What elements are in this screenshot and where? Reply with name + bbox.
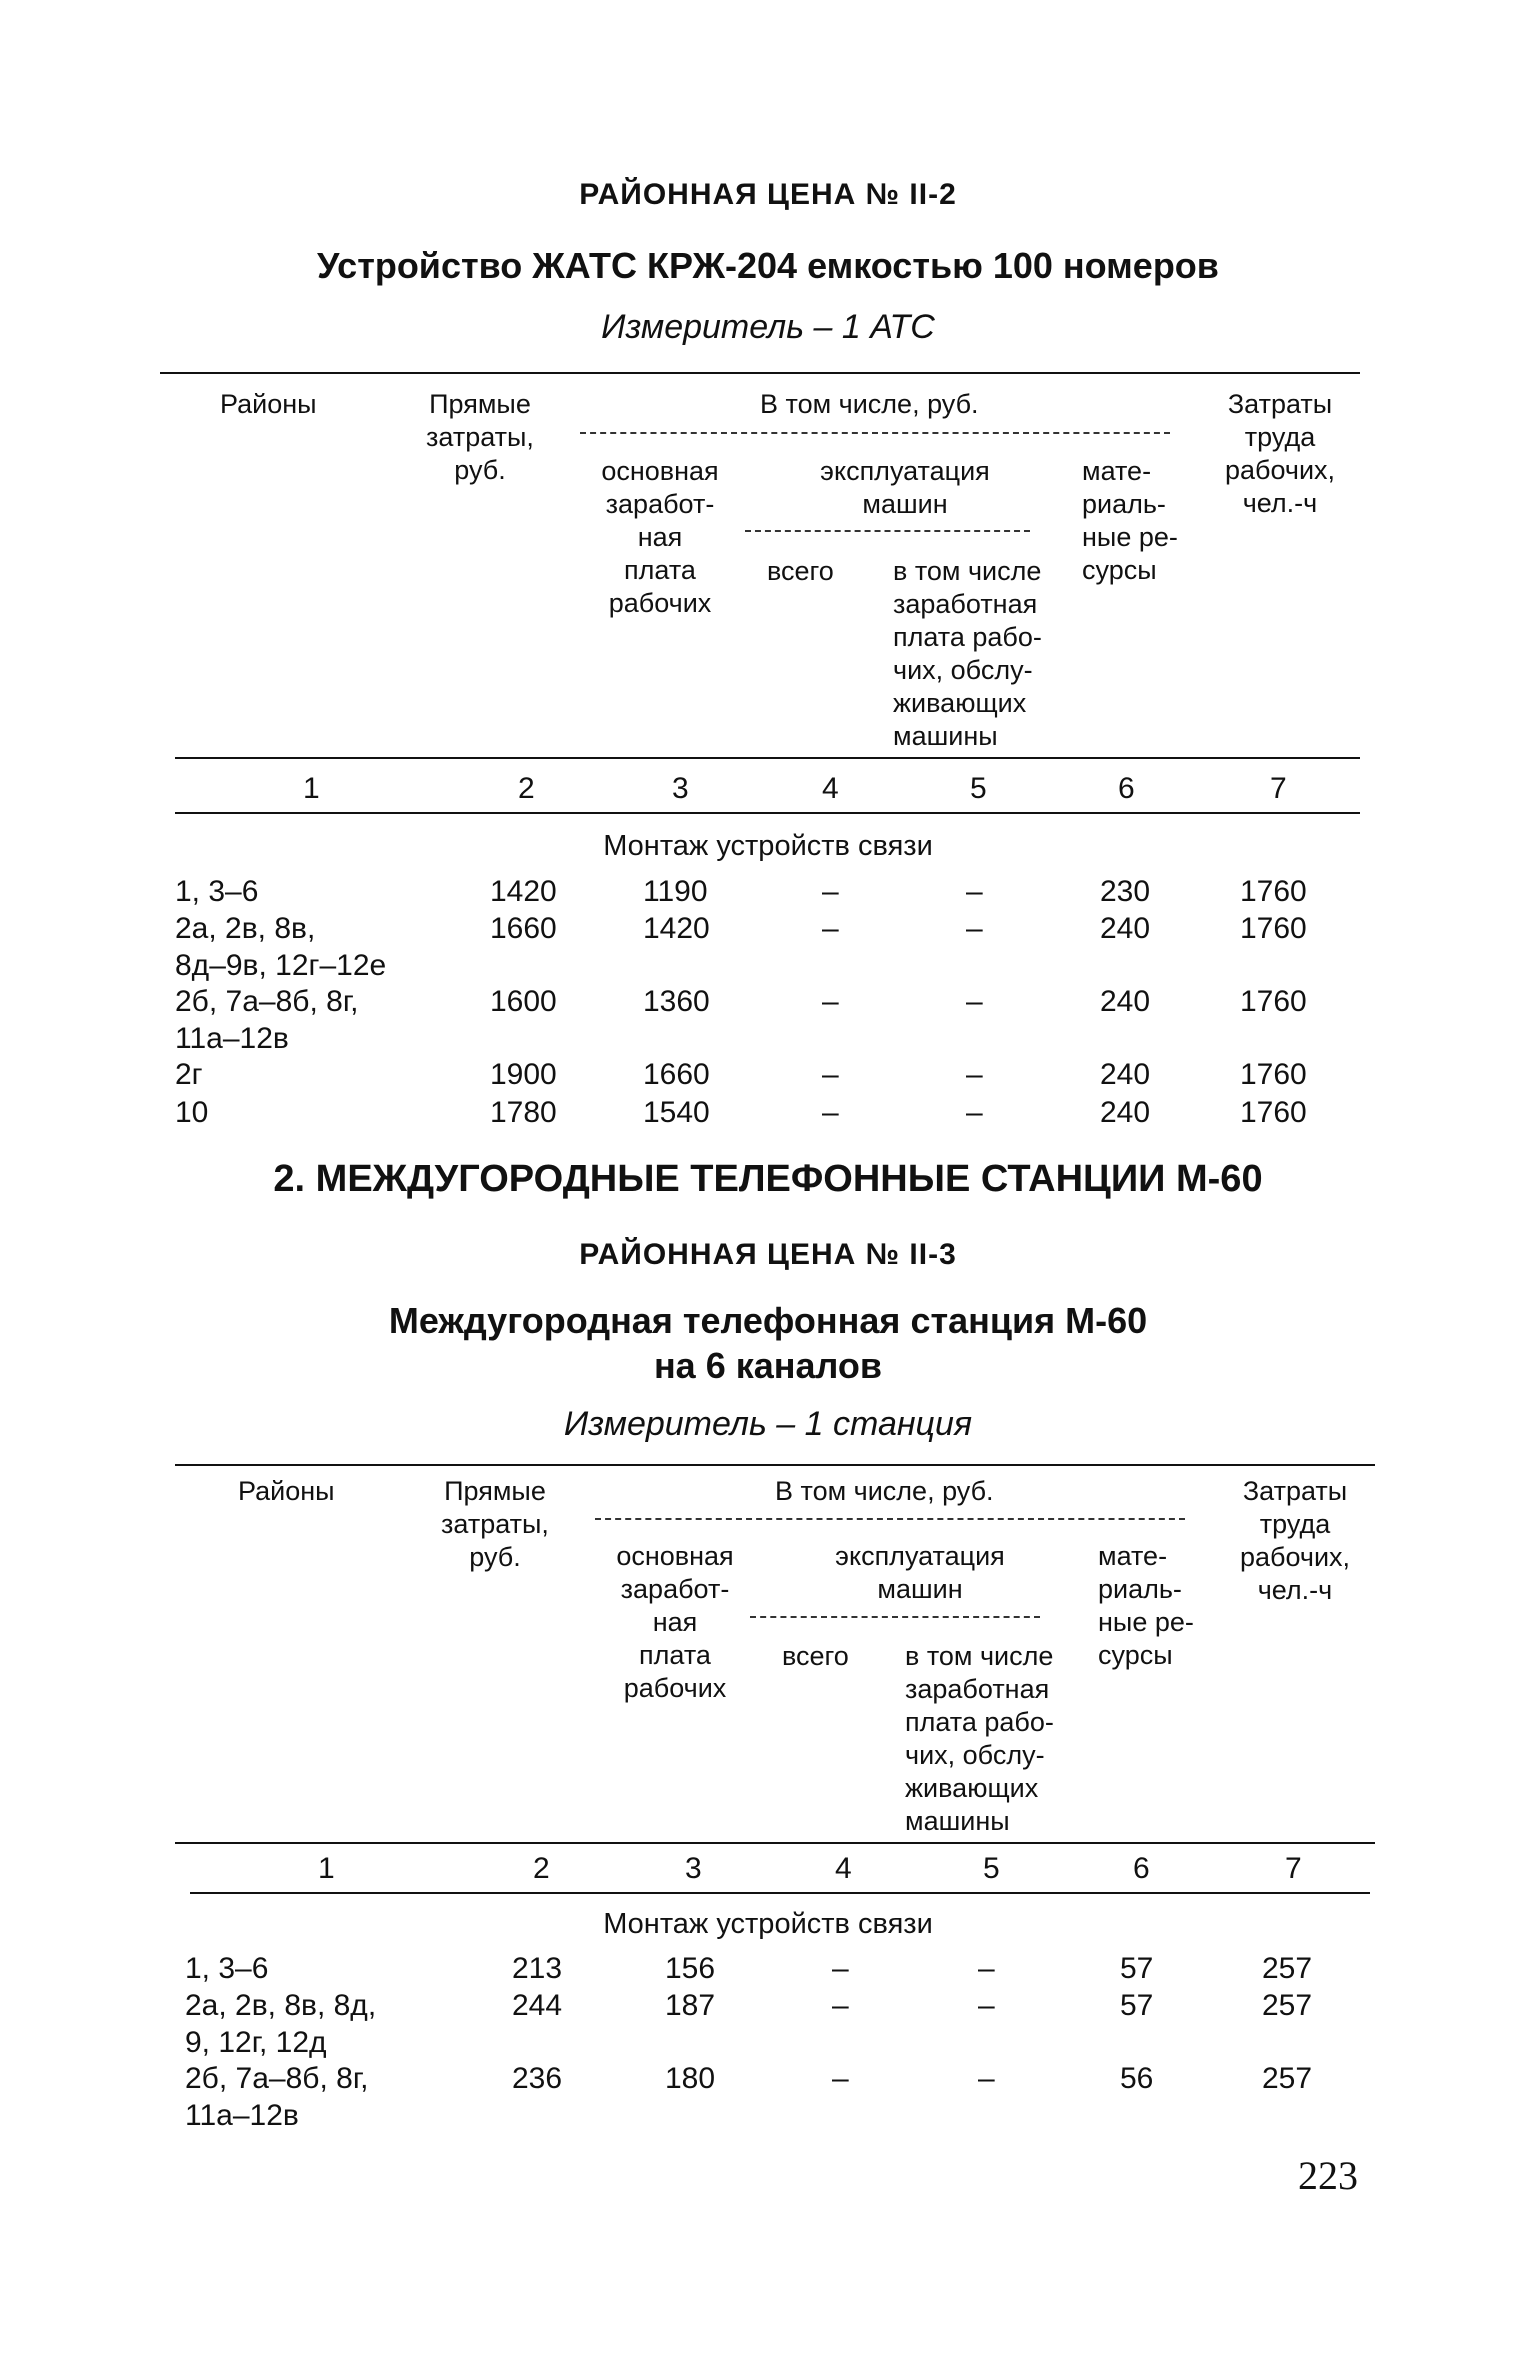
page-number: 223 <box>1298 2153 1358 2198</box>
col-number: 2 <box>518 772 535 805</box>
table-row-labor: 1760 <box>1240 1096 1307 1129</box>
table-row-region: 2г <box>175 1058 203 1091</box>
table-row-wage: 1660 <box>643 1058 710 1091</box>
table-row-total: – <box>822 1096 839 1129</box>
header-direct: Прямые затраты, руб. <box>441 1476 549 1572</box>
section-heading-2: 2. МЕЖДУГОРОДНЫЕ ТЕЛЕФОННЫЕ СТАНЦИИ М-60 <box>273 1158 1263 1200</box>
header-wage: основная заработ- ная плата рабочих <box>616 1541 734 1703</box>
table-row-mwage: – <box>966 985 983 1018</box>
table-row-total: – <box>822 985 839 1018</box>
table-row-materials: 240 <box>1100 1058 1151 1091</box>
header-dash <box>595 1518 1185 1520</box>
col-number: 3 <box>685 1852 702 1885</box>
table-row-labor: 1760 <box>1240 875 1307 908</box>
table-row-direct: 1780 <box>490 1096 557 1129</box>
table-row-mwage: – <box>966 875 983 908</box>
table-row-wage: 1420 <box>643 912 710 945</box>
table-row-total: – <box>822 1058 839 1091</box>
table-row-mwage: – <box>978 1989 995 2022</box>
col-number: 7 <box>1270 772 1287 805</box>
col-number: 7 <box>1285 1852 1302 1885</box>
table-row-mwage: – <box>966 912 983 945</box>
col-number: 4 <box>835 1852 852 1885</box>
table-row-direct: 1420 <box>490 875 557 908</box>
table-rule <box>160 372 1360 374</box>
table-row-labor: 1760 <box>1240 1058 1307 1091</box>
col-number: 2 <box>533 1852 550 1885</box>
measure-2: Измеритель – 1 станция <box>563 1405 973 1443</box>
table-subheading: Монтаж устройств связи <box>603 830 933 862</box>
header-machine: эксплуатация машин <box>820 456 990 519</box>
table-row-region: 2а, 2в, 8в, 8д–9в, 12г–12е <box>175 912 387 982</box>
table-row-labor: 257 <box>1262 1989 1313 2022</box>
header-machine-wage: в том числе заработная плата рабо- чих, обслу- живающих машины <box>905 1641 1054 1836</box>
table-row-mwage: – <box>978 1952 995 1985</box>
header-labor: Затраты труда рабочих, чел.-ч <box>1239 1476 1351 1605</box>
table-row-direct: 244 <box>512 1989 563 2022</box>
header-direct: Прямые затраты, руб. <box>426 389 534 485</box>
header-incl: В том числе, руб. <box>760 389 979 419</box>
table-rule <box>175 757 1360 759</box>
table-row-region: 2б, 7а–8б, 8г, 11а–12в <box>175 985 359 1055</box>
table-row-total: – <box>832 1952 849 1985</box>
table-row-materials: 57 <box>1120 1989 1154 2022</box>
table-row-materials: 230 <box>1100 875 1151 908</box>
col-number: 5 <box>983 1852 1000 1885</box>
table-row-region: 10 <box>175 1096 209 1129</box>
price-title-1: РАЙОННАЯ ЦЕНА № II-2 <box>579 178 957 211</box>
col-number: 4 <box>822 772 839 805</box>
table-row-mwage: – <box>966 1096 983 1129</box>
table-row-direct: 1600 <box>490 985 557 1018</box>
table-row-total: – <box>832 1989 849 2022</box>
table-row-direct: 213 <box>512 1952 563 1985</box>
table-row-materials: 57 <box>1120 1952 1154 1985</box>
work-title-1: Устройство ЖАТС КРЖ-204 емкостью 100 номеров <box>317 245 1219 286</box>
header-machine-total: всего <box>767 556 834 586</box>
measure-1: Измеритель – 1 АТС <box>601 308 935 346</box>
work-title-2b: на 6 каналов <box>653 1345 883 1386</box>
table-rule <box>190 1892 1370 1894</box>
table-row-direct: 1660 <box>490 912 557 945</box>
table-row-mwage: – <box>978 2062 995 2095</box>
header-dash <box>745 530 1030 532</box>
header-dash <box>750 1616 1040 1618</box>
table-row-total: – <box>822 912 839 945</box>
table-rule <box>175 1464 1375 1466</box>
table-row-wage: 187 <box>665 1989 716 2022</box>
header-regions: Районы <box>220 389 317 419</box>
work-title-2a: Междугородная телефонная станция М-60 <box>388 1300 1148 1341</box>
table-row-direct: 1900 <box>490 1058 557 1091</box>
table-row-mwage: – <box>966 1058 983 1091</box>
header-labor: Затраты труда рабочих, чел.-ч <box>1224 389 1336 518</box>
col-number: 1 <box>303 772 320 805</box>
table-row-labor: 1760 <box>1240 912 1307 945</box>
table-row-materials: 56 <box>1120 2062 1154 2095</box>
col-number: 6 <box>1133 1852 1150 1885</box>
header-machine-total: всего <box>782 1641 849 1671</box>
table-row-materials: 240 <box>1100 912 1151 945</box>
table-row-direct: 236 <box>512 2062 563 2095</box>
col-number: 5 <box>970 772 987 805</box>
col-number: 1 <box>318 1852 335 1885</box>
table-row-materials: 240 <box>1100 1096 1151 1129</box>
table-row-region: 1, 3–6 <box>175 875 259 908</box>
header-machine-wage: в том числе заработная плата рабо- чих, обслу- живающих машины <box>893 556 1042 751</box>
col-number: 6 <box>1118 772 1135 805</box>
table-row-region: 1, 3–6 <box>185 1952 269 1985</box>
price-title-2: РАЙОННАЯ ЦЕНА № II-3 <box>579 1238 957 1271</box>
header-regions: Районы <box>238 1476 335 1506</box>
table-row-wage: 1540 <box>643 1096 710 1129</box>
table-rule <box>175 1842 1375 1844</box>
header-materials: мате- риаль- ные ре- сурсы <box>1082 456 1178 585</box>
table-row-wage: 1190 <box>643 875 708 908</box>
table-row-labor: 1760 <box>1240 985 1307 1018</box>
table-row-total: – <box>822 875 839 908</box>
table-row-region: 2б, 7а–8б, 8г, 11а–12в <box>185 2062 369 2132</box>
header-dash <box>580 432 1170 434</box>
table-row-labor: 257 <box>1262 1952 1313 1985</box>
table-row-wage: 156 <box>665 1952 716 1985</box>
table-row-wage: 180 <box>665 2062 716 2095</box>
table-rule <box>175 812 1360 814</box>
table-row-labor: 257 <box>1262 2062 1313 2095</box>
header-wage: основная заработ- ная плата рабочих <box>601 456 719 618</box>
table-subheading: Монтаж устройств связи <box>603 1908 933 1940</box>
header-incl: В том числе, руб. <box>775 1476 994 1506</box>
table-row-wage: 1360 <box>643 985 710 1018</box>
col-number: 3 <box>672 772 689 805</box>
header-materials: мате- риаль- ные ре- сурсы <box>1098 1541 1194 1670</box>
table-row-total: – <box>832 2062 849 2095</box>
table-row-materials: 240 <box>1100 985 1151 1018</box>
header-machine: эксплуатация машин <box>835 1541 1005 1604</box>
table-row-region: 2а, 2в, 8в, 8д, 9, 12г, 12д <box>185 1989 377 2059</box>
